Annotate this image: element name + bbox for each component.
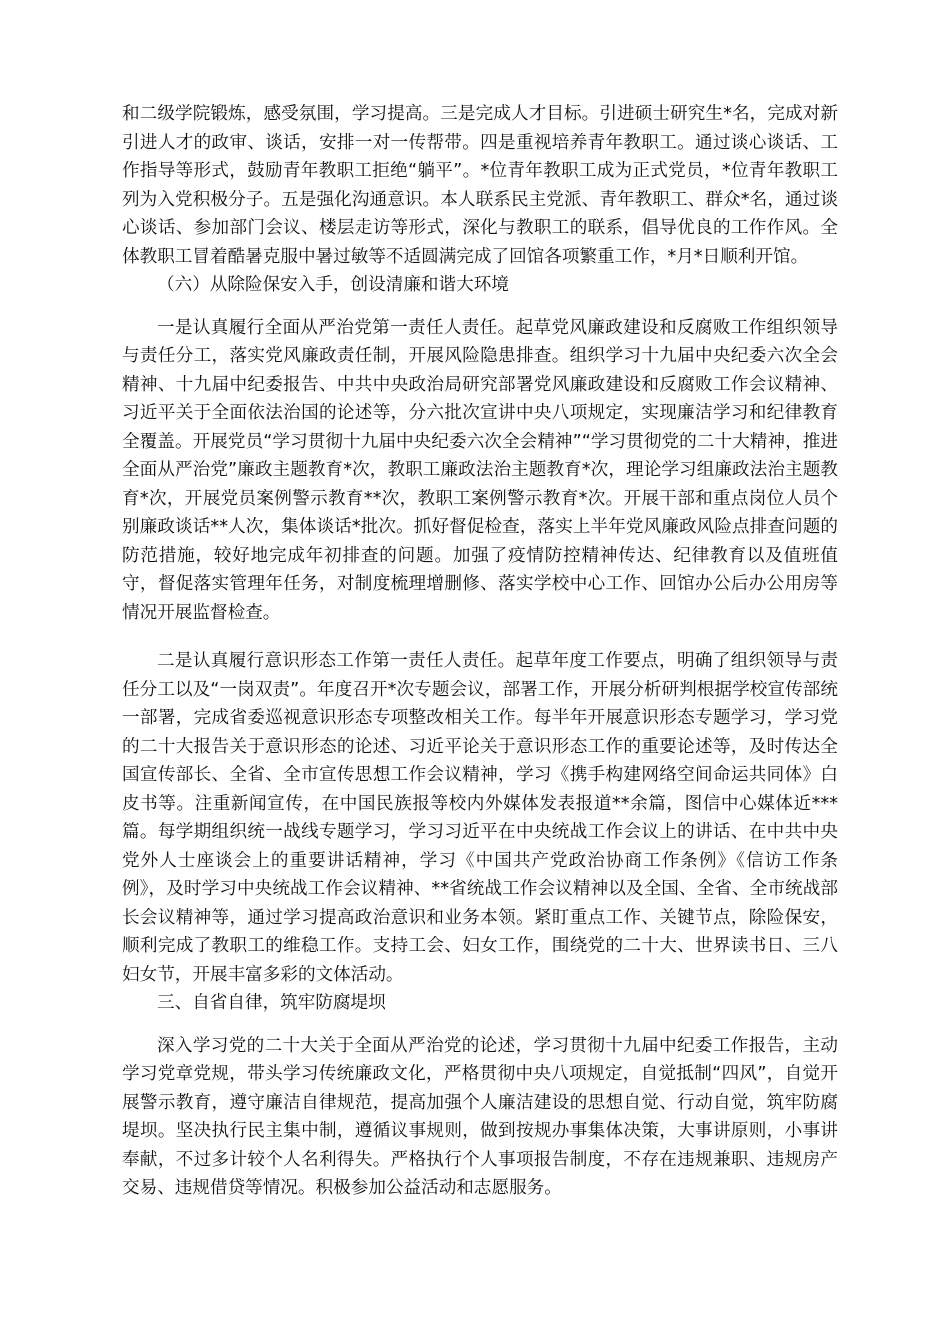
paragraph-self-discipline: 深入学习党的二十大关于全面从严治党的论述，学习贯彻十九届中纪委工作报告，主动学习党章党规，带头学习传统廉政文化，严格贯彻中央八项规定，自觉抵制“四风”，自觉开展警示教育，遵守廉洁自律规范，提高加强个人廉洁建设的思想自觉、行动自觉，筑牢防腐堤坝。坚决执行民主集中制，遵循议事规则，做到按规办事集体决策，大事讲原则，小事讲奉献，不过多计较个人名利得失。严格执行个人事项报告制度，不存在违规兼职、违规房产交易、违规借贷等情况。积极参加公益活动和志愿服务。: [122, 1035, 838, 1198]
paragraph-talent-work: 和二级学院锻炼，感受氛围，学习提高。三是完成人才目标。引进硕士研究生*名，完成对新引进人才的政审、谈话，安排一对一传帮带。四是重视培养青年教职工。通过谈心谈话、工作指导等形式，鼓励青年教职工拒绝“躺平”。*位青年教职工成为正式党员，*位青年教职工列为入党积极分子。五是强化沟通意识。本人联系民主党派、青年教职工、群众*名，通过谈心谈话、参加部门会议、楼层走访等形式，深化与教职工的联系，倡导优良的工作作风。全体教职工冒着酷暑克服中暑过敏等不适圆满完成了回馆各项繁重工作，*月*日顺利开馆。: [122, 104, 838, 267]
paragraph-party-discipline: 一是认真履行全面从严治党第一责任人责任。起草党风廉政建设和反腐败工作组织领导与责任分工，落实党风廉政责任制，开展风险隐患排查。组织学习十九届中央纪委六次全会精神、十九届中纪委报告、中共中央政治局研究部署党风廉政建设和反腐败工作会议精神、习近平关于全面依法治国的论述等，分六批次宣讲中央八项规定，实现廉洁学习和纪律教育全覆盖。开展党员“学习贯彻十九届中央纪委六次全会精神”“学习贯彻党的二十大精神，推进全面从严治党”廉政主题教育*次，教职工廉政法治主题教育*次，理论学习组廉政法治主题教育*次，开展党员案例警示教育**次，教职工案例警示教育*次。开展干部和重点岗位人员个别廉政谈话**人次，集体谈话*批次。抓好督促检查，落实上半年党风廉政风险点排查问题的防范措施，较好地完成年初排查的问题。加强了疫情防控精神传达、纪律教育以及值班值守，督促落实管理年任务，对制度梳理增删修、落实学校中心工作、回馆办公后办公用房等情况开展监督检查。: [122, 317, 838, 623]
paragraph-ideology-work: 二是认真履行意识形态工作第一责任人责任。起草年度工作要点，明确了组织领导与责任分工以及“一岗双责”。年度召开*次专题会议，部署工作，开展分析研判根据学校宣传部统一部署，完成省委巡视意识形态专项整改相关工作。每半年开展意识形态专题学习，学习党的二十大报告关于意识形态的论述、习近平论关于意识形态工作的重要论述等，及时传达全国宣传部长、全省、全市宣传思想工作会议精神，学习《携手构建网络空间命运共同体》白皮书等。注重新闻宣传，在中国民族报等校内外媒体发表报道**余篇，图信中心媒体近***篇。每学期组织统一战线专题学习，学习习近平在中央统战工作会议上的讲话、在中共中央党外人士座谈会上的重要讲话精神，学习《中国共产党政治协商工作条例》《信访工作条例》，及时学习中央统战工作会议精神、**省统战工作会议精神以及全国、全省、全市统战部长会议精神等，通过学习提高政治意识和业务本领。紧盯重点工作、关键节点，除险保安，顺利完成了教职工的维稳工作。支持工会、妇女工作，围绕党的二十大、世界读书日、三八妇女节，开展丰富多彩的文体活动。: [122, 651, 838, 985]
section-heading-6: （六）从除险保安入手，创设清廉和谐大环境: [157, 275, 509, 295]
section-heading-3: 三、自省自律，筑牢防腐堤坝: [157, 993, 386, 1013]
